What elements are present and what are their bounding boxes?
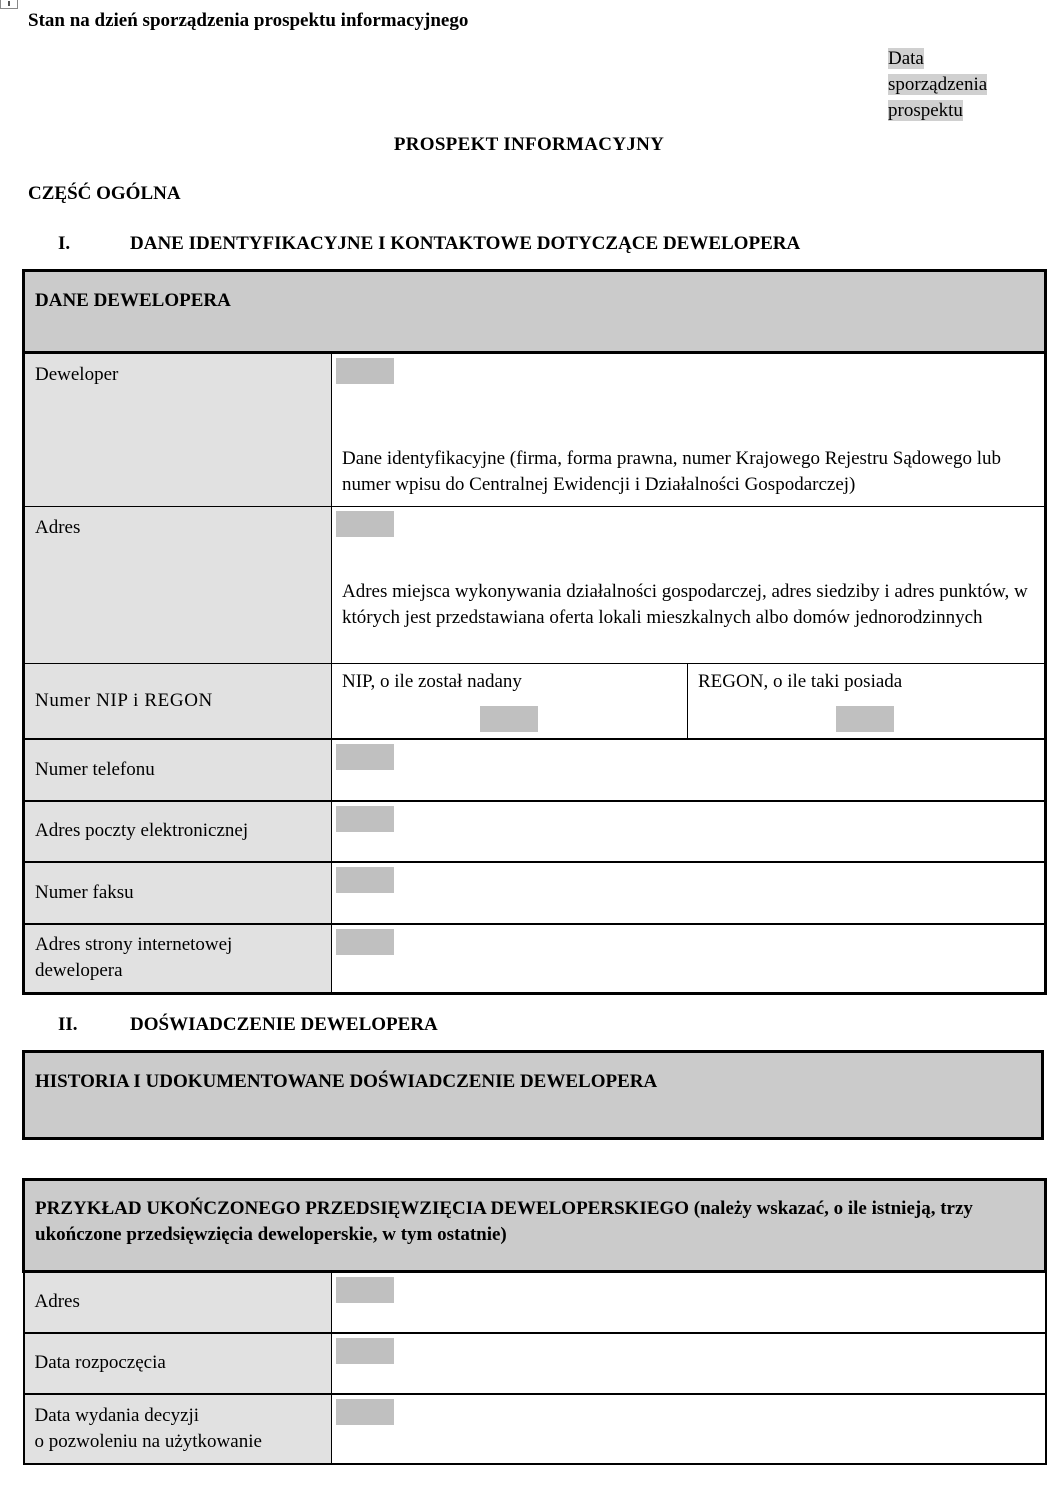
address-value-cell[interactable] — [332, 507, 1046, 664]
website-value-cell[interactable] — [332, 924, 1046, 994]
permit-date-label — [24, 1394, 332, 1464]
developer-data-header: DANE DEWELOPERA — [24, 271, 1046, 353]
developer-history-table — [22, 1050, 1044, 1140]
completed-project-header: PRZYKŁAD UKOŃCZONEGO PRZEDSIĘWZIĘCIA DEWELOPERSKIEGO (należy wskazać, o ile istnieją, trzy ukończone przedsięwzięcia deweloperskie, w tym ostatnie) — [24, 1180, 1046, 1272]
start-date-input[interactable] — [336, 1338, 394, 1364]
date-field-line-1: Data — [888, 48, 924, 69]
address-hint: Adres miejsca wykonywania działalności gospodarczej, adres siedziby i adres punktów, w których jest przedstawiana oferta lokali mieszkalnych albo domów jednorodzinnych — [342, 581, 1028, 628]
anchor-icon — [0, 0, 18, 9]
date-field-line-2: sporządzenia — [888, 74, 988, 95]
phone-input[interactable] — [336, 744, 394, 770]
developer-label: Deweloper — [24, 353, 332, 507]
start-date-cell[interactable] — [332, 1333, 1046, 1394]
permit-date-input[interactable] — [336, 1399, 394, 1425]
completed-project-table — [22, 1178, 1047, 1465]
developer-input[interactable] — [336, 358, 394, 384]
nip-hint: NIP, o ile został nadany — [342, 671, 522, 692]
regon-cell[interactable] — [688, 664, 1046, 739]
address-label: Adres — [24, 507, 332, 664]
fax-input[interactable] — [336, 867, 394, 893]
phone-value-cell[interactable] — [332, 739, 1046, 801]
developer-history-header: HISTORIA I UDOKUMENTOWANE DOŚWIADCZENIE DEWELOPERA — [24, 1052, 1043, 1139]
email-label: Adres poczty elektronicznej — [24, 801, 332, 862]
website-label: Adres strony internetowej dewelopera — [24, 924, 332, 994]
phone-label: Numer telefonu — [24, 739, 332, 801]
fax-label: Numer faksu — [24, 862, 332, 924]
permit-date-label-line-2: o pozwoleniu na użytkowanie — [34, 1430, 262, 1452]
permit-date-label-line-1: Data wydania decyzji — [34, 1404, 200, 1426]
project-address-cell[interactable] — [332, 1272, 1046, 1333]
address-input[interactable] — [336, 511, 394, 537]
developer-data-table — [22, 269, 1047, 995]
fax-value-cell[interactable] — [332, 862, 1046, 924]
document-title: PROSPEKT INFORMACYJNY — [393, 134, 665, 155]
preparation-date-field[interactable] — [888, 46, 1038, 124]
permit-date-cell[interactable] — [332, 1394, 1046, 1464]
header-note: Stan na dzień sporządzenia prospektu informacyjnego — [28, 10, 469, 31]
developer-value-cell[interactable] — [332, 353, 1046, 507]
section-2-number: II. — [58, 1014, 78, 1035]
project-address-label: Adres — [24, 1272, 332, 1333]
email-input[interactable] — [336, 806, 394, 832]
regon-hint: REGON, o ile taki posiada — [698, 671, 903, 692]
date-field-line-3: prospektu — [888, 100, 963, 121]
section-1-number: I. — [58, 233, 71, 254]
nip-regon-label: Numer NIP i REGON — [24, 664, 332, 739]
section-2-title: DOŚWIADCZENIE DEWELOPERA — [130, 1014, 438, 1035]
section-1-title: DANE IDENTYFIKACYJNE I KONTAKTOWE DOTYCZĄCE DEWELOPERA — [130, 233, 801, 254]
nip-input[interactable] — [480, 706, 538, 732]
developer-hint: Dane identyfikacyjne (firma, forma prawna, numer Krajowego Rejestru Sądowego lub numer wpisu do Centralnej Ewidencji i Działalności Gospodarczej) — [342, 448, 1001, 495]
website-input[interactable] — [336, 929, 394, 955]
regon-input[interactable] — [836, 706, 894, 732]
part-title: CZĘŚĆ OGÓLNA — [28, 183, 181, 204]
project-address-input[interactable] — [336, 1277, 394, 1303]
start-date-label: Data rozpoczęcia — [24, 1333, 332, 1394]
nip-cell[interactable] — [332, 664, 688, 739]
email-value-cell[interactable] — [332, 801, 1046, 862]
